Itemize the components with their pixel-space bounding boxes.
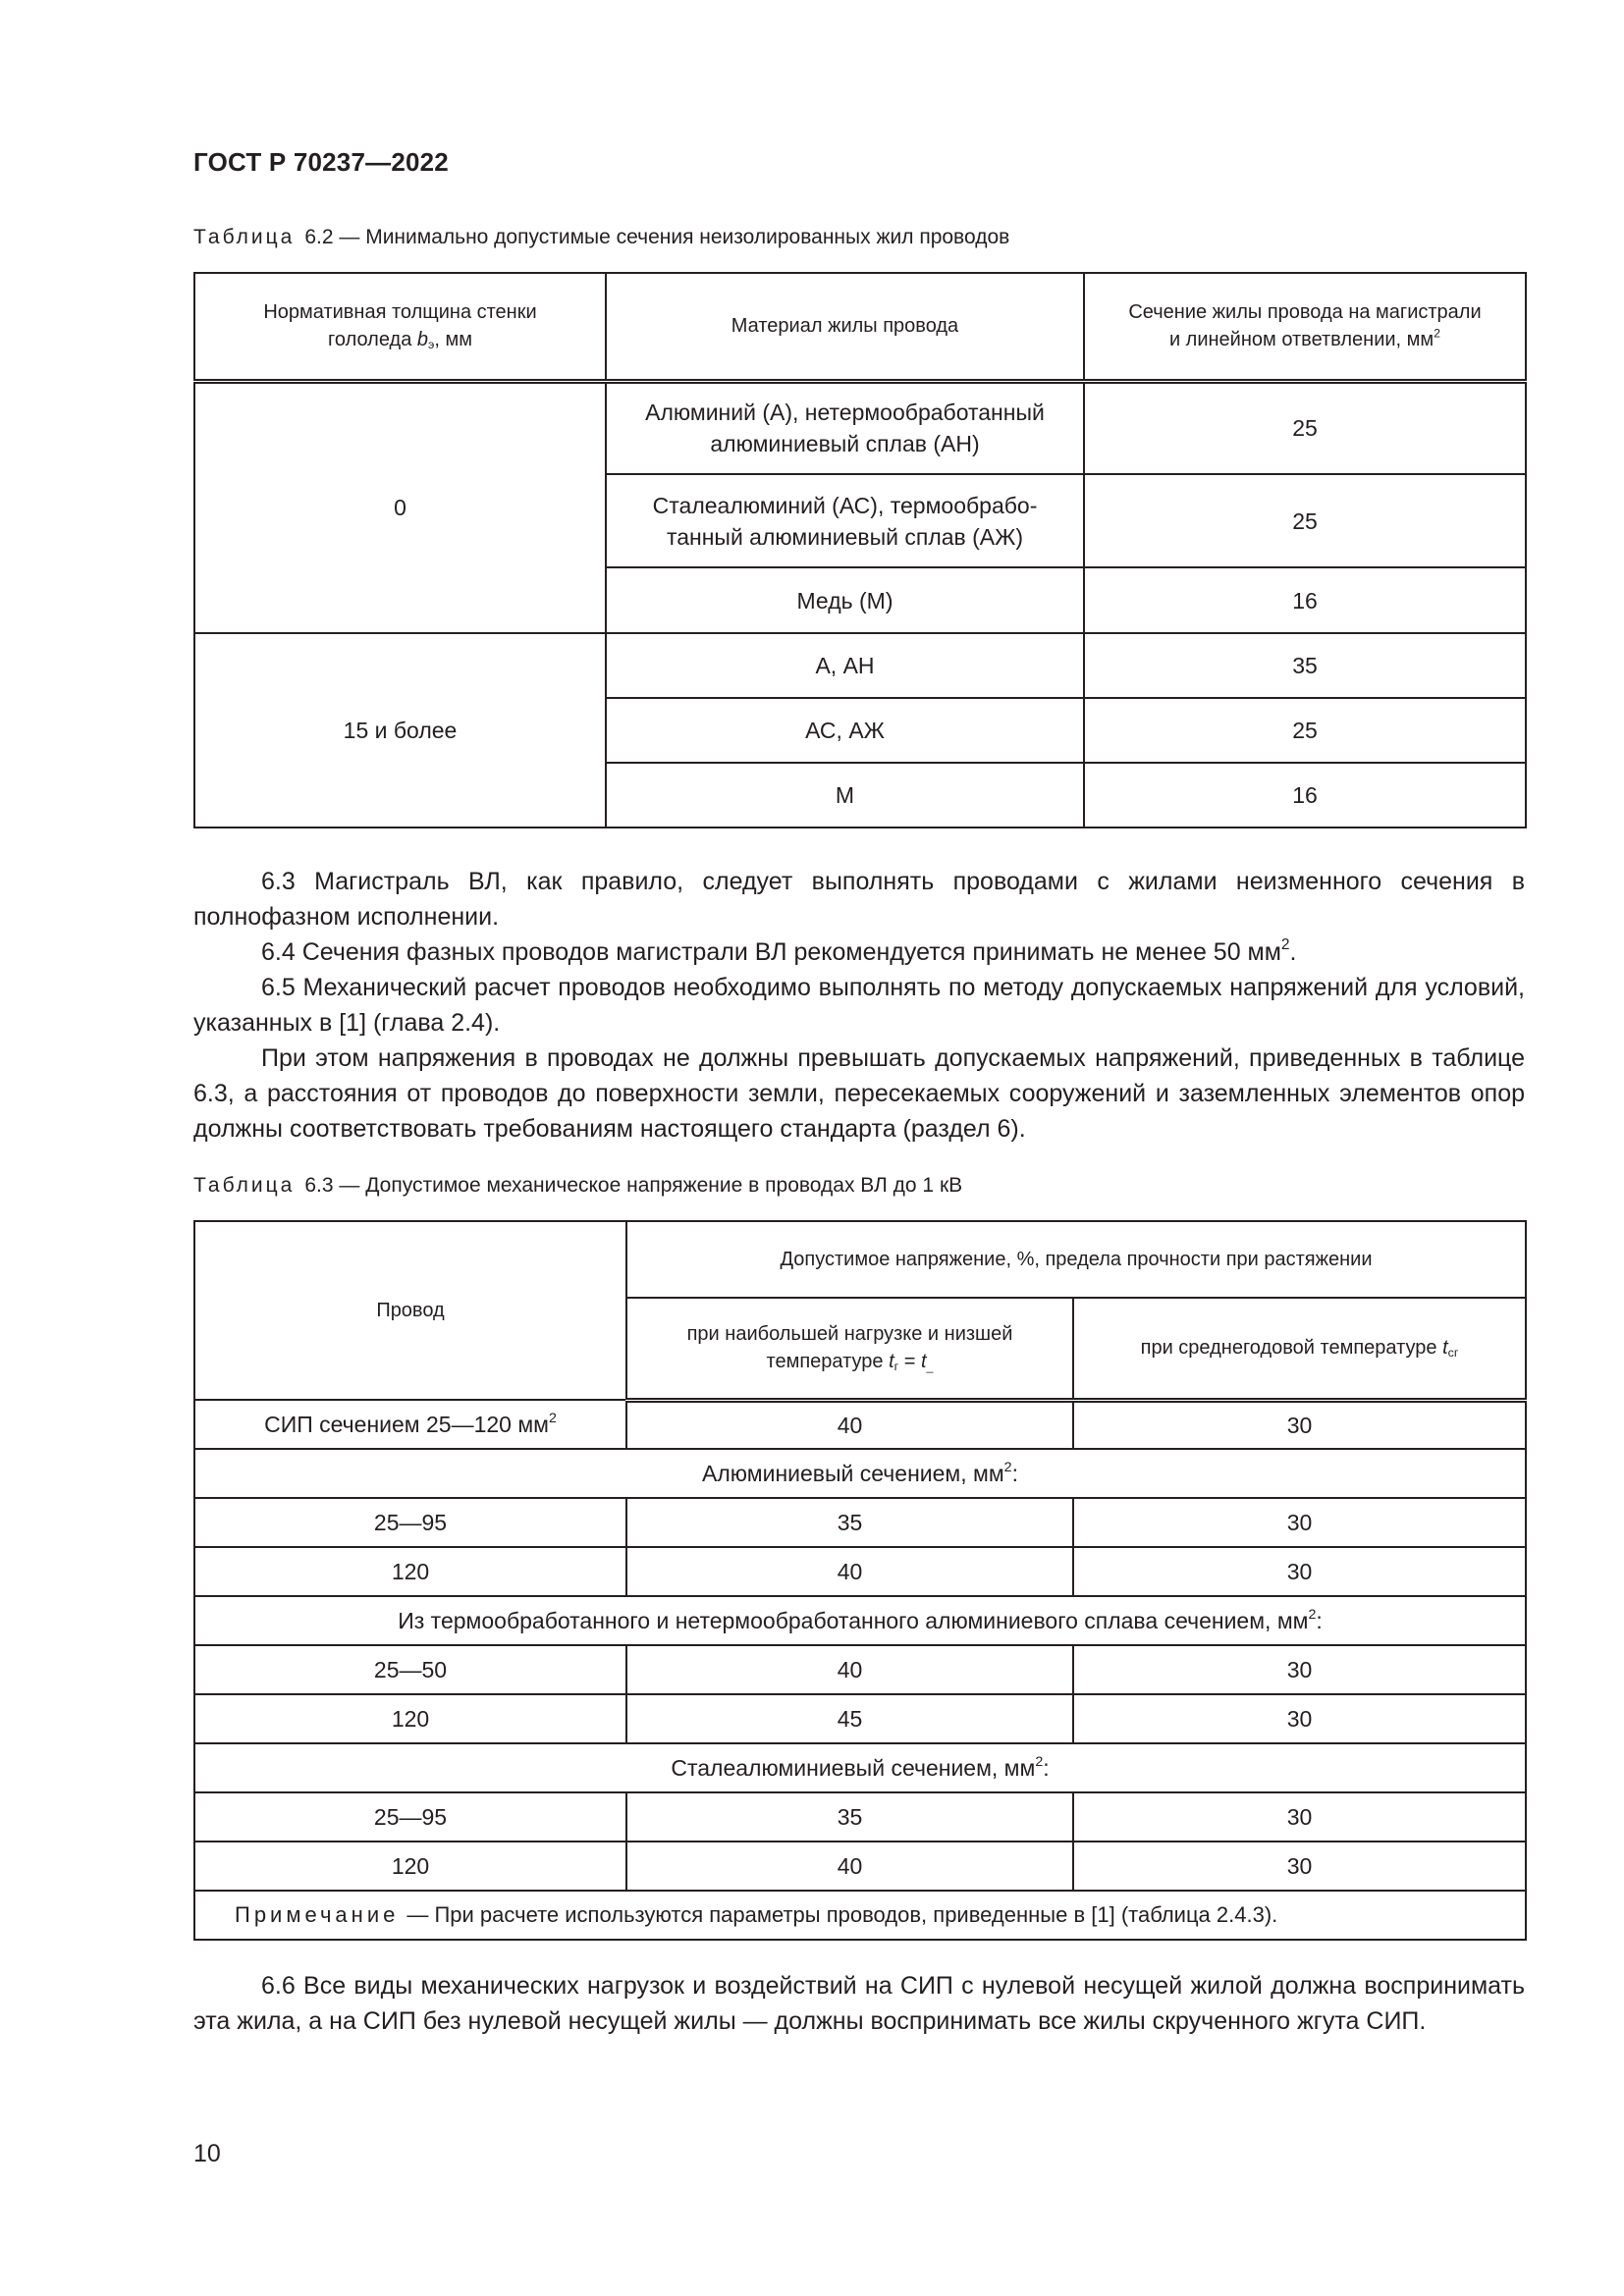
section-cell: 16 [1084, 567, 1526, 633]
note-label: Примечание [235, 1902, 400, 1927]
table-row [194, 1498, 1526, 1547]
paragraph-6-6-block [193, 1968, 1525, 2039]
superscript: 2 [1308, 1607, 1317, 1624]
paragraph-6-3: 6.3 Магистраль ВЛ, как правило, следует выполнять проводами с жилами неизменного сечения в полнофазном исполнении. [193, 868, 1525, 931]
note-row [194, 1891, 1526, 1940]
header-text: Сечение жилы провода на магистрали [1128, 301, 1482, 324]
section-cell: 25 [1084, 698, 1526, 763]
table-header-row [194, 1221, 1526, 1298]
table-6-3-caption [193, 1174, 962, 1198]
avg-temp-cell: 30 [1073, 1547, 1526, 1596]
table-6-2 [193, 272, 1527, 828]
header-material: Материал жилы провода [606, 273, 1084, 381]
section-cell: 25 [1084, 474, 1526, 567]
wire-cell: 120 [194, 1694, 626, 1743]
avg-temp-cell: 30 [1073, 1694, 1526, 1743]
superscript: 2 [1003, 1460, 1012, 1476]
section-title-text: Алюминиевый сечением, мм [702, 1461, 1004, 1486]
header-text: , мм [434, 329, 472, 351]
header-avg-temp [1073, 1298, 1526, 1400]
max-load-cell: 40 [626, 1645, 1073, 1694]
table-6-2-caption [193, 226, 1009, 249]
table-row [194, 1694, 1526, 1743]
wire-cell: 25—95 [194, 1792, 626, 1842]
section-title-text: : [1043, 1755, 1050, 1781]
material-cell [606, 381, 1084, 474]
table-row [194, 1645, 1526, 1694]
section-title [194, 1743, 1526, 1792]
table-row [194, 633, 1526, 698]
max-load-cell: 40 [626, 1842, 1073, 1891]
material-cell [606, 474, 1084, 567]
page-number: 10 [193, 2140, 221, 2167]
paragraph-text: 6.4 Сечения фазных проводов магистрали ВЛ рекомендуется принимать не менее 50 мм [261, 938, 1281, 966]
table-caption-text: 6.2 — Минимально допустимые сечения неизолированных жил проводов [304, 226, 1010, 248]
document-code: ГОСТ Р 70237—2022 [193, 147, 449, 177]
table-caption-label: Таблица [193, 226, 296, 248]
max-load-cell: 40 [626, 1547, 1073, 1596]
superscript: 2 [548, 1411, 557, 1427]
header-text: при наибольшей нагрузке и низшей [686, 1323, 1013, 1346]
section-row [194, 1743, 1526, 1792]
section-title-text: : [1011, 1461, 1018, 1486]
superscript: 2 [1035, 1754, 1044, 1771]
wire-cell: 120 [194, 1547, 626, 1596]
note-text: — При расчете используются параметры проводов, приведенные в [1] (таблица 2.4.3). [406, 1902, 1278, 1927]
avg-temp-cell: 30 [1073, 1792, 1526, 1842]
wire-cell [194, 1400, 626, 1449]
avg-temp-cell: 30 [1073, 1645, 1526, 1694]
table-row [194, 1792, 1526, 1842]
material-cell: М [606, 763, 1084, 828]
header-text: гололеда [328, 329, 417, 351]
subscript: э [428, 338, 435, 352]
avg-temp-cell: 30 [1073, 1842, 1526, 1891]
section-title-text: Из термообработанного и нетермообработанного алюминиевого сплава сечением, мм [398, 1608, 1309, 1633]
superscript: 2 [1280, 936, 1290, 954]
material-cell: АС, АЖ [606, 698, 1084, 763]
paragraph-text: . [1289, 938, 1297, 966]
table-caption-label: Таблица [193, 1174, 296, 1197]
paragraph-6-4 [193, 934, 1525, 970]
max-load-cell: 35 [626, 1498, 1073, 1547]
material-text: Сталеалюминий (АС), термообрабо- [652, 492, 1038, 518]
ice-thickness-cell: 15 и более [194, 633, 606, 828]
material-cell: А, АН [606, 633, 1084, 698]
wire-text: СИП сечением 25—120 мм [264, 1412, 549, 1437]
paragraph-6-5-continued: При этом напряжения в проводах не должны превышать допускаемых напряжений, приведенных в таблице 6.3, а расстояния от проводов до поверхности земли, пересекаемых сооружений и заземленных элементов опор должны соответствовать требованиям настоящего стандарта (раздел 6). [193, 1044, 1525, 1143]
variable-b: b [416, 329, 428, 351]
variable-t: t [1442, 1337, 1448, 1360]
ice-thickness-cell: 0 [194, 381, 606, 633]
header-ice-thickness [194, 273, 606, 381]
table-row [194, 1547, 1526, 1596]
table-row [194, 1400, 1526, 1449]
header-text: при среднегодовой температуре [1140, 1337, 1443, 1360]
avg-temp-cell: 30 [1073, 1400, 1526, 1449]
header-text: и линейном ответвлении, мм [1168, 329, 1435, 351]
subscript: г [893, 1360, 899, 1374]
header-text: температуре [766, 1351, 890, 1373]
section-title [194, 1449, 1526, 1498]
superscript: 2 [1434, 326, 1441, 341]
material-text: Алюминий (А), нетермообработанный [645, 400, 1045, 426]
section-cell: 35 [1084, 633, 1526, 698]
max-load-cell: 35 [626, 1792, 1073, 1842]
header-allowable-stress: Допустимое напряжение, %, предела прочности при растяжении [626, 1221, 1526, 1298]
max-load-cell: 40 [626, 1400, 1073, 1449]
header-wire: Провод [194, 1221, 626, 1400]
max-load-cell: 45 [626, 1694, 1073, 1743]
variable-t: t [920, 1351, 927, 1373]
section-title [194, 1596, 1526, 1645]
section-cell: 25 [1084, 381, 1526, 474]
table-6-3 [193, 1220, 1527, 1941]
header-text: Нормативная толщина стенки [263, 301, 537, 324]
paragraph-6-6: 6.6 Все виды механических нагрузок и воздействий на СИП с нулевой несущей жилой должна воспринимать эта жила, а на СИП без нулевой несущей жилы — должны воспринимать все жилы скрученного жгута СИП. [193, 1972, 1525, 2035]
wire-cell: 25—95 [194, 1498, 626, 1547]
paragraphs-6-3-to-6-5 [193, 864, 1525, 1147]
paragraph-6-5: 6.5 Механический расчет проводов необходимо выполнять по методу допускаемых напряжений для условий, указанных в [1] (глава 2.4). [193, 974, 1525, 1037]
table-row [194, 1842, 1526, 1891]
wire-cell: 25—50 [194, 1645, 626, 1694]
section-row [194, 1449, 1526, 1498]
subscript: _ [926, 1360, 934, 1374]
section-row [194, 1596, 1526, 1645]
table-note [194, 1891, 1526, 1940]
avg-temp-cell: 30 [1073, 1498, 1526, 1547]
section-cell: 16 [1084, 763, 1526, 828]
header-text: = [898, 1351, 921, 1373]
variable-t: t [889, 1351, 894, 1373]
material-text: алюминиевый сплав (АН) [710, 431, 980, 457]
material-text: танный алюминиевый сплав (АЖ) [666, 523, 1024, 550]
section-title-text: Сталеалюминиевый сечением, мм [671, 1755, 1036, 1781]
table-header-row [194, 273, 1526, 381]
section-title-text: : [1316, 1608, 1323, 1633]
header-section [1084, 273, 1526, 381]
table-caption-text: 6.3 — Допустимое механическое напряжение в проводах ВЛ до 1 кВ [304, 1174, 963, 1197]
table-row [194, 381, 1526, 474]
wire-cell: 120 [194, 1842, 626, 1891]
subscript: сг [1447, 1346, 1459, 1361]
material-cell: Медь (М) [606, 567, 1084, 633]
header-max-load [626, 1298, 1073, 1400]
